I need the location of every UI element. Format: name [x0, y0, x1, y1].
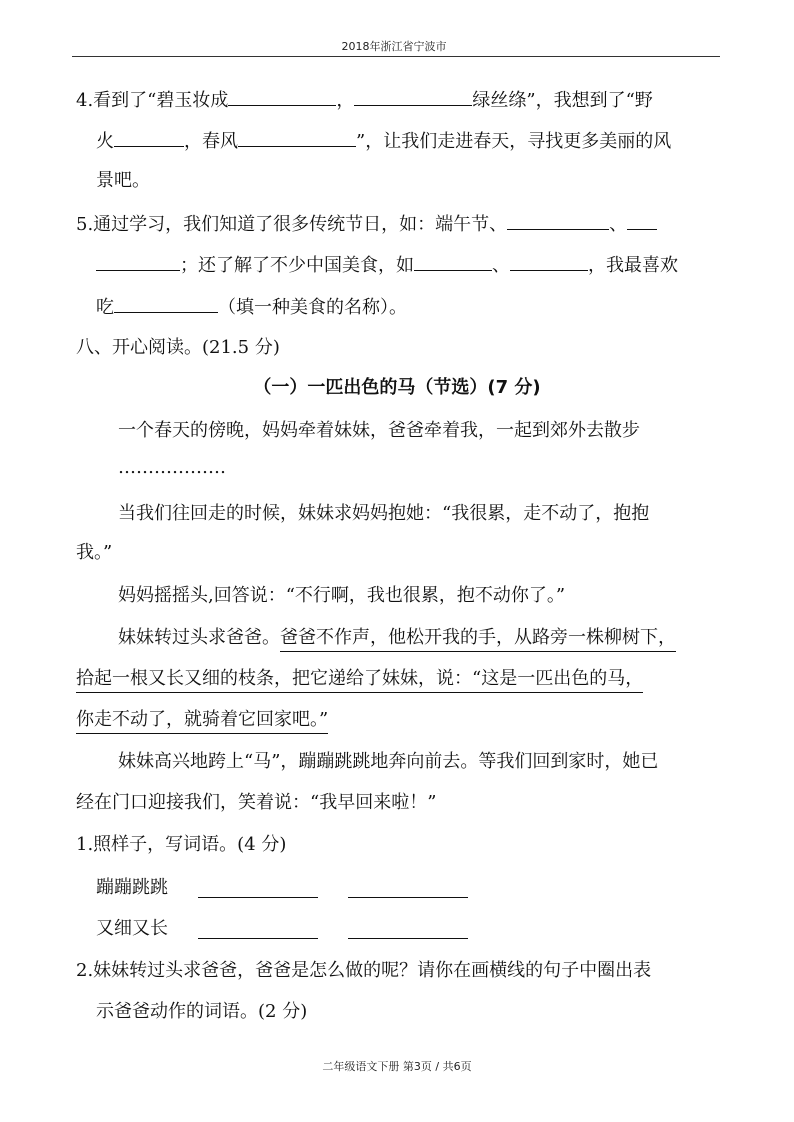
q4-text-b: ，	[336, 90, 355, 111]
q5-blank-1[interactable]	[507, 211, 609, 230]
underlined-sentence-3: 你走不动了，就骑着它回家吧。”	[76, 709, 328, 734]
q4-line1	[76, 87, 653, 113]
q5-line2	[96, 252, 678, 278]
page-footer: 二年级语文下册 第3页 / 共6页	[322, 1060, 472, 1073]
q4-line2	[96, 128, 671, 154]
q4-text-c: 绿丝绦”，我想到了“野	[472, 90, 653, 111]
passage-p4-line2	[76, 667, 643, 691]
rq1-example-2: 又细又长	[96, 918, 168, 939]
rq1-blank-1[interactable]	[198, 897, 318, 898]
passage-p4-line1	[118, 626, 676, 650]
q5-text-b: 、	[609, 214, 628, 235]
passage-p1: 一个春天的傍晚，妈妈牵着妹妹，爸爸牵着我，一起到郊外去散步	[118, 420, 640, 441]
q4-blank-4[interactable]	[238, 128, 356, 147]
q5-blank-3[interactable]	[414, 252, 492, 271]
rq1-example-1: 蹦蹦跳跳	[96, 877, 168, 898]
q5-text-a: 5.通过学习，我们知道了很多传统节日，如：端午节、	[76, 214, 508, 235]
underlined-sentence-1: 爸爸不作声，他松开我的手，从路旁一株柳树下，	[280, 627, 676, 652]
passage-p4-line3	[76, 708, 328, 732]
q4-blank-2[interactable]	[354, 87, 472, 106]
q4-blank-1[interactable]	[228, 87, 336, 106]
q5-text-f: 吃	[96, 297, 114, 318]
q5-text-d: 、	[492, 255, 510, 276]
passage-p2b: 我。”	[76, 542, 113, 563]
section-8-heading: 八、开心阅读。(21.5 分)	[76, 337, 280, 358]
rq2-line2: 示爸爸动作的词语。(2 分)	[96, 1001, 308, 1022]
q5-line1	[76, 211, 657, 237]
q4-text-f: ”，让我们走进春天，寻找更多美丽的风	[356, 131, 672, 152]
q5-line3	[96, 294, 407, 320]
q5-text-g: （填一种美食的名称）。	[218, 297, 407, 318]
q4-text-d: 火	[96, 131, 114, 152]
rq2-line1: 2.妹妹转过头求爸爸，爸爸是怎么做的呢？请你在画横线的句子中圈出表	[76, 960, 652, 981]
reading-title: （一）一匹出色的马（节选）(7 分)	[253, 377, 541, 398]
q5-text-c: ；还了解了不少中国美食，如	[180, 255, 414, 276]
header-rule	[72, 56, 720, 57]
rq1-title: 1.照样子，写词语。(4 分)	[76, 834, 287, 855]
q4-text-a: 4.看到了“碧玉妆成	[76, 90, 229, 111]
q4-text-e: ，春风	[184, 131, 238, 152]
rq1-blank-3[interactable]	[198, 938, 318, 939]
rq1-blank-2[interactable]	[348, 897, 468, 898]
q4-line3: 景吧。	[96, 170, 150, 191]
q4-blank-3[interactable]	[114, 128, 184, 147]
q5-blank-5[interactable]	[114, 294, 218, 313]
passage-p5b: 经在门口迎接我们，笑着说：“我早回来啦！”	[76, 792, 437, 813]
passage-p4a: 妹妹转过头求爸爸。	[118, 627, 280, 648]
rq1-blank-4[interactable]	[348, 938, 468, 939]
passage-p3: 妈妈摇摇头,回答说：“不行啊，我也很累，抱不动你了。”	[118, 585, 566, 606]
q5-blank-2a[interactable]	[627, 211, 657, 230]
q5-blank-2b[interactable]	[96, 252, 180, 271]
passage-p5a: 妹妹高兴地跨上“马”，蹦蹦跳跳地奔向前去。等我们回到家时，她已	[118, 751, 659, 772]
passage-p2a: 当我们往回走的时候，妹妹求妈妈抱她：“我很累，走不动了，抱抱	[118, 503, 650, 524]
q5-blank-4[interactable]	[510, 252, 588, 271]
passage-ellipsis: ………………	[118, 457, 226, 478]
page-header: 2018年浙江省宁波市	[341, 40, 447, 53]
underlined-sentence-2: 拾起一根又长又细的枝条，把它递给了妹妹，说：“这是一匹出色的马，	[76, 668, 643, 693]
q5-text-e: ，我最喜欢	[588, 255, 678, 276]
